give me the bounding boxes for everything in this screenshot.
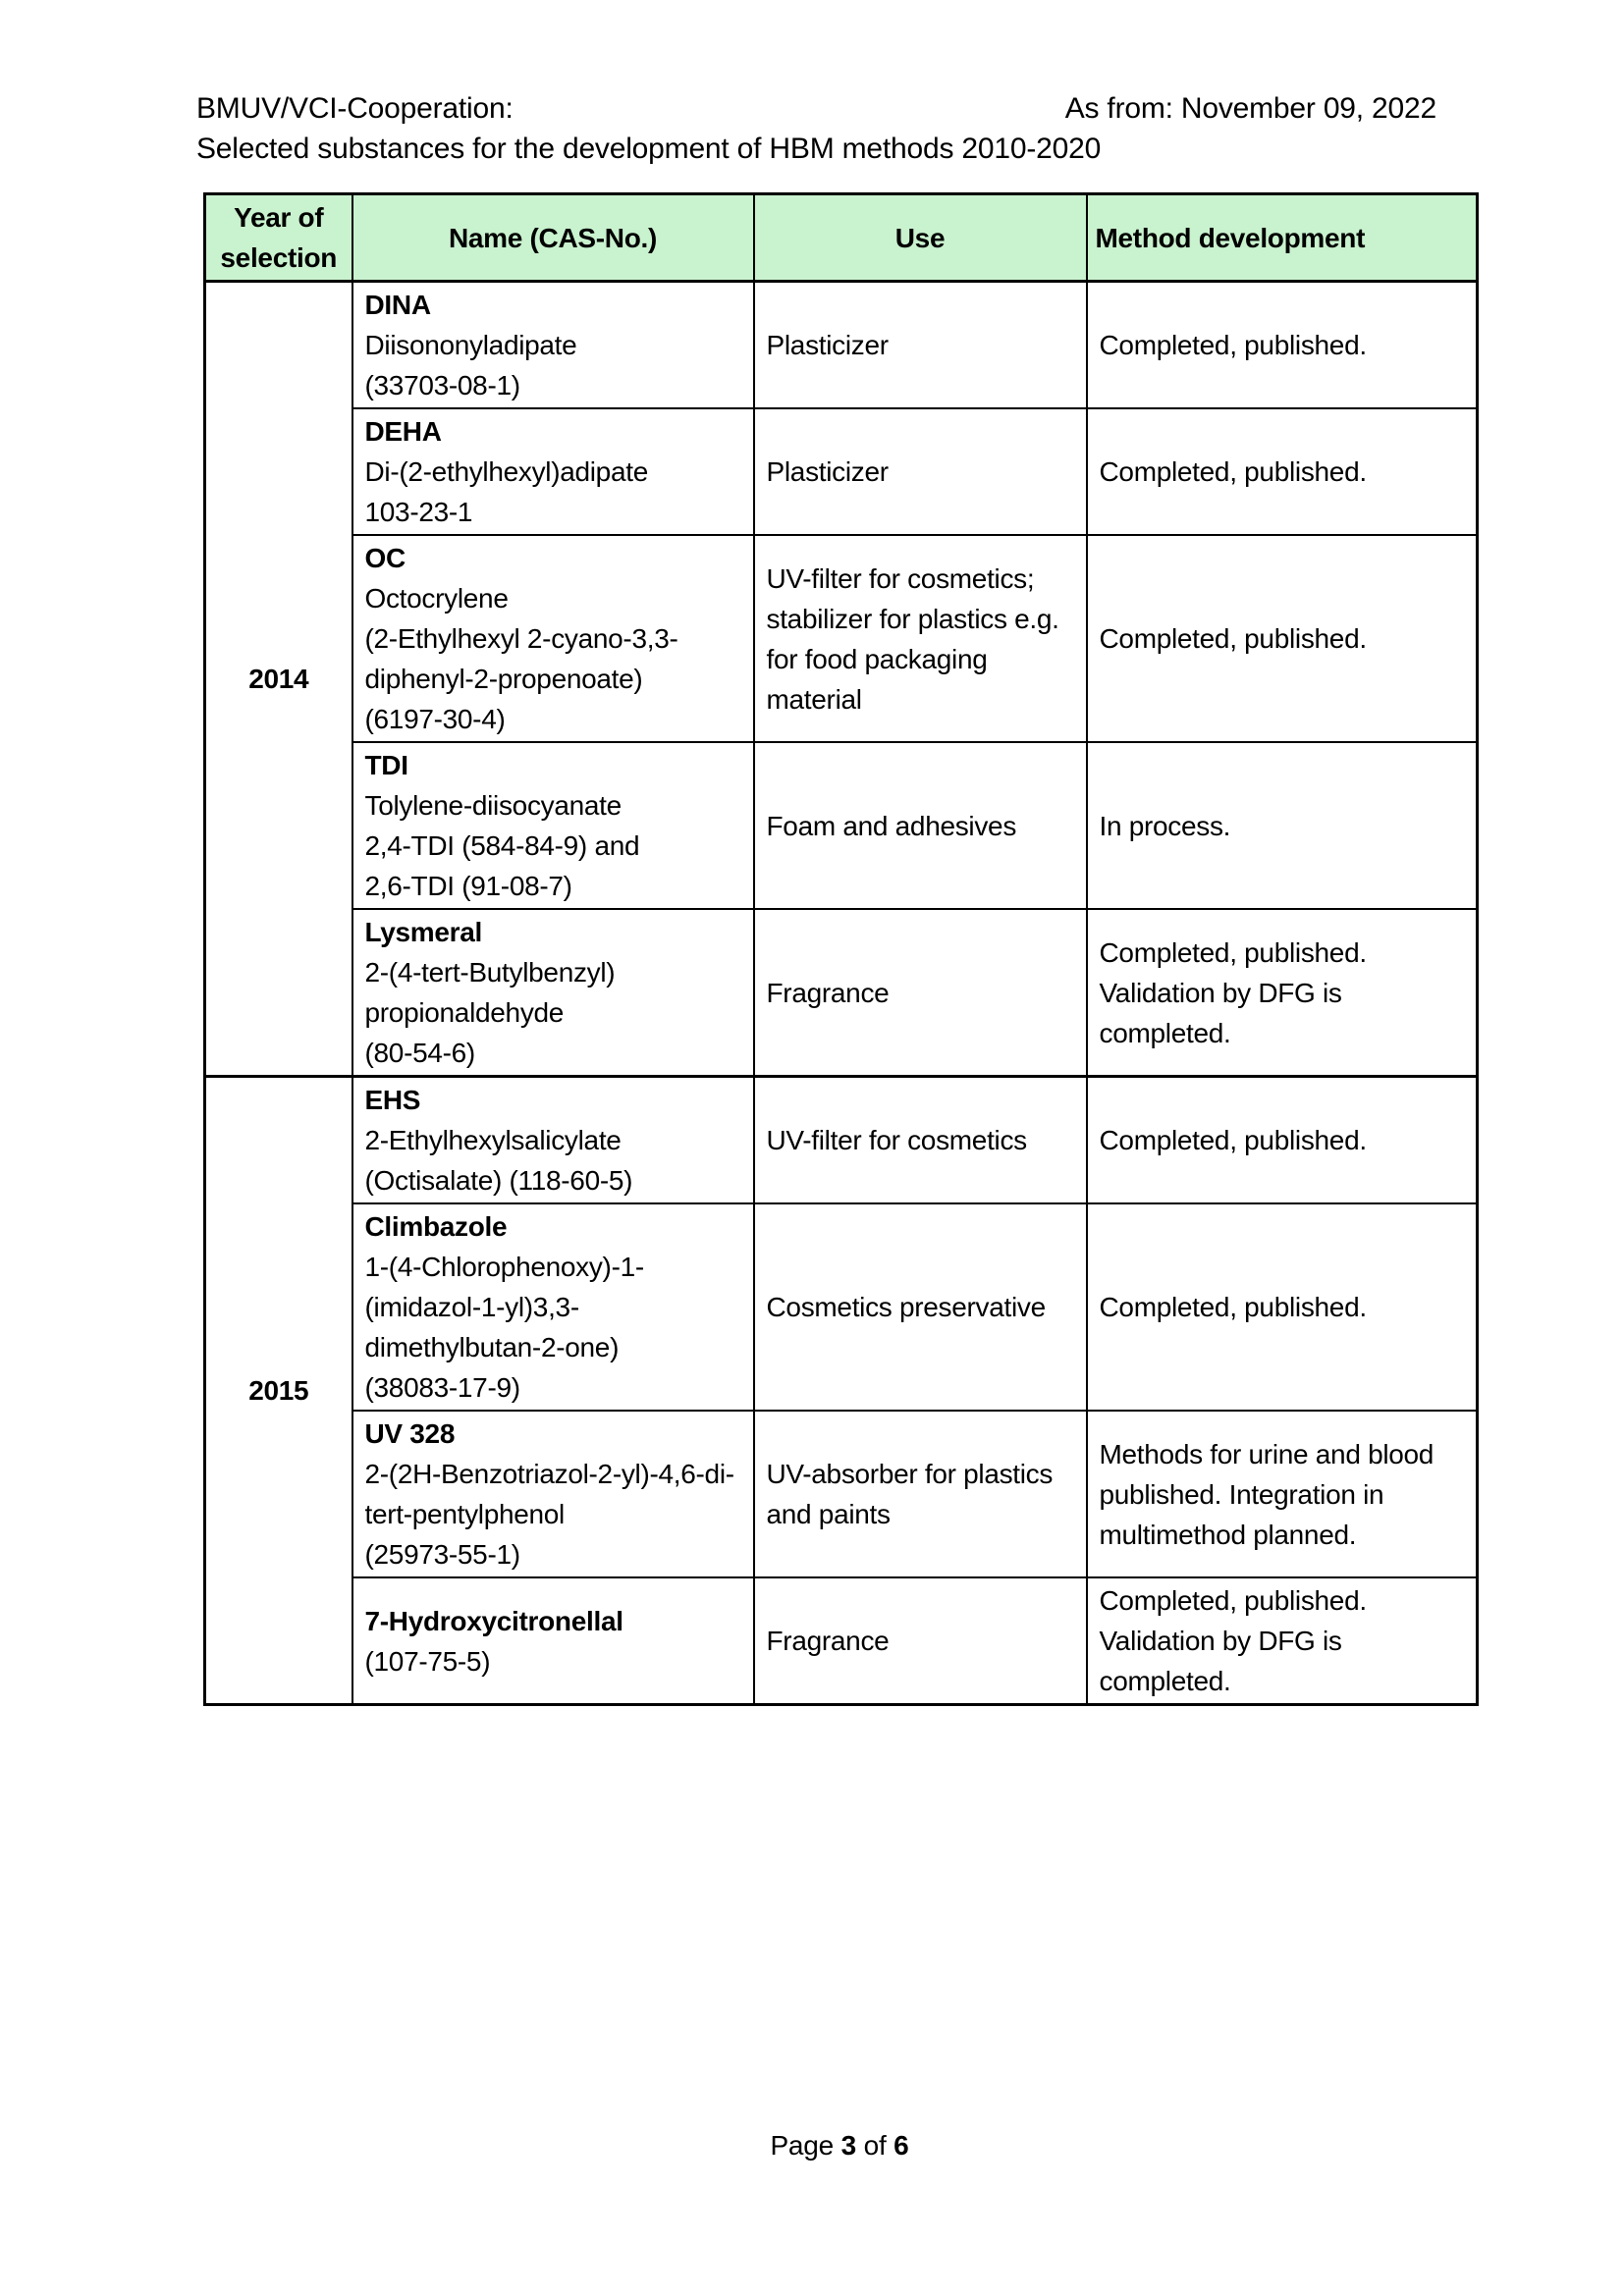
method-cell: In process. [1087,742,1478,909]
substance-short-name: TDI [364,750,408,780]
use-cell: Plasticizer [754,282,1087,409]
substance-name-details: Tolylene-diisocyanate 2,4-TDI (584-84-9) and 2,6-TDI (91-08-7) [364,790,640,901]
use-cell: UV-absorber for plastics and paints [754,1411,1087,1577]
doc-header-row1 [196,88,1436,129]
method-cell: Completed, published. [1087,1077,1478,1204]
substance-short-name: UV 328 [364,1418,456,1449]
substance-name-cell [352,1577,754,1705]
footer-word-page: Page [770,2130,835,2161]
substance-short-name: DINA [364,290,431,320]
doc-date-label: As from: November 09, 2022 [1064,92,1436,125]
substance-short-name: OC [364,543,406,573]
method-cell: Completed, published. [1087,282,1478,409]
doc-title-line1: BMUV/VCI-Cooperation: [196,92,514,125]
method-cell: Completed, published. Validation by DFG is completed. [1087,1577,1478,1705]
use-cell: Foam and adhesives [754,742,1087,909]
substance-short-name: EHS [364,1085,421,1115]
use-cell: Cosmetics preservative [754,1203,1087,1411]
year-cell-2015: 2015 [205,1077,352,1705]
use-cell: Fragrance [754,909,1087,1077]
method-cell: Completed, published. [1087,535,1478,742]
substance-name-cell [352,282,754,409]
method-cell: Completed, published. [1087,1203,1478,1411]
substance-name-cell [352,1077,754,1204]
table-row-tdi [205,742,1478,909]
substance-name-details: 2-(4-tert-Butylbenzyl) propionaldehyde (80-54-6) [364,957,616,1068]
method-cell: Completed, published. [1087,408,1478,535]
substances-table [203,192,1479,1706]
doc-title-line2: Selected substances for the development of HBM methods 2010-2020 [196,133,1102,165]
substance-name-cell [352,408,754,535]
substance-name-cell [352,535,754,742]
substance-short-name: DEHA [364,416,442,447]
table-row-deha [205,408,1478,535]
method-cell: Methods for urine and blood published. Integration in multimethod planned. [1087,1411,1478,1577]
substance-name-details: Octocrylene (2-Ethylhexyl 2-cyano-3,3- diphenyl-2-propenoate) (6197-30-4) [364,583,678,734]
substance-short-name: Lysmeral [364,917,483,947]
method-cell: Completed, published. Validation by DFG is completed. [1087,909,1478,1077]
page-number: 3 [840,2130,857,2161]
table-row-uv328 [205,1411,1478,1577]
page-footer [203,2125,1476,2165]
footer-word-of: of [863,2130,887,2161]
substance-name-details: 2-Ethylhexylsalicylate (Octisalate) (118-60-5) [364,1125,633,1196]
substance-short-name: 7-Hydroxycitronellal [364,1605,623,1636]
use-cell: UV-filter for cosmetics; stabilizer for plastics e.g. for food packaging material [754,535,1087,742]
table-header-row [205,194,1478,282]
col-header-method-development: Method development [1087,194,1478,282]
total-pages: 6 [893,2130,909,2161]
year-cell-2014: 2014 [205,282,352,1077]
table-row-hydroxycitronellal [205,1577,1478,1705]
col-header-year-of-selection: Year of selection [205,194,352,282]
doc-header [196,88,1476,169]
substance-name-details: 2-(2H-Benzotriazol-2-yl)-4,6-di- tert-pentylphenol (25973-55-1) [364,1459,734,1570]
substance-name-details: Diisononyladipate (33703-08-1) [364,330,577,400]
table-row-lysmeral [205,909,1478,1077]
substance-name-cell [352,1411,754,1577]
use-cell: Plasticizer [754,408,1087,535]
substance-short-name: Climbazole [364,1211,508,1242]
use-cell: UV-filter for cosmetics [754,1077,1087,1204]
substance-name-details: 1-(4-Chlorophenoxy)-1- (imidazol-1-yl)3,3- dimethylbutan-2-one) (38083-17-9) [364,1252,644,1403]
substance-name-cell [352,909,754,1077]
col-header-use: Use [754,194,1087,282]
table-row-dina [205,282,1478,409]
table-row-oc [205,535,1478,742]
substance-name-cell [352,1203,754,1411]
substance-name-cell [352,742,754,909]
table-row-ehs [205,1077,1478,1204]
use-cell: Fragrance [754,1577,1087,1705]
col-header-name-cas: Name (CAS-No.) [352,194,754,282]
substance-name-details: (107-75-5) [364,1645,491,1677]
substance-name-details: Di-(2-ethylhexyl)adipate 103-23-1 [364,456,648,527]
table-row-climbazole [205,1203,1478,1411]
